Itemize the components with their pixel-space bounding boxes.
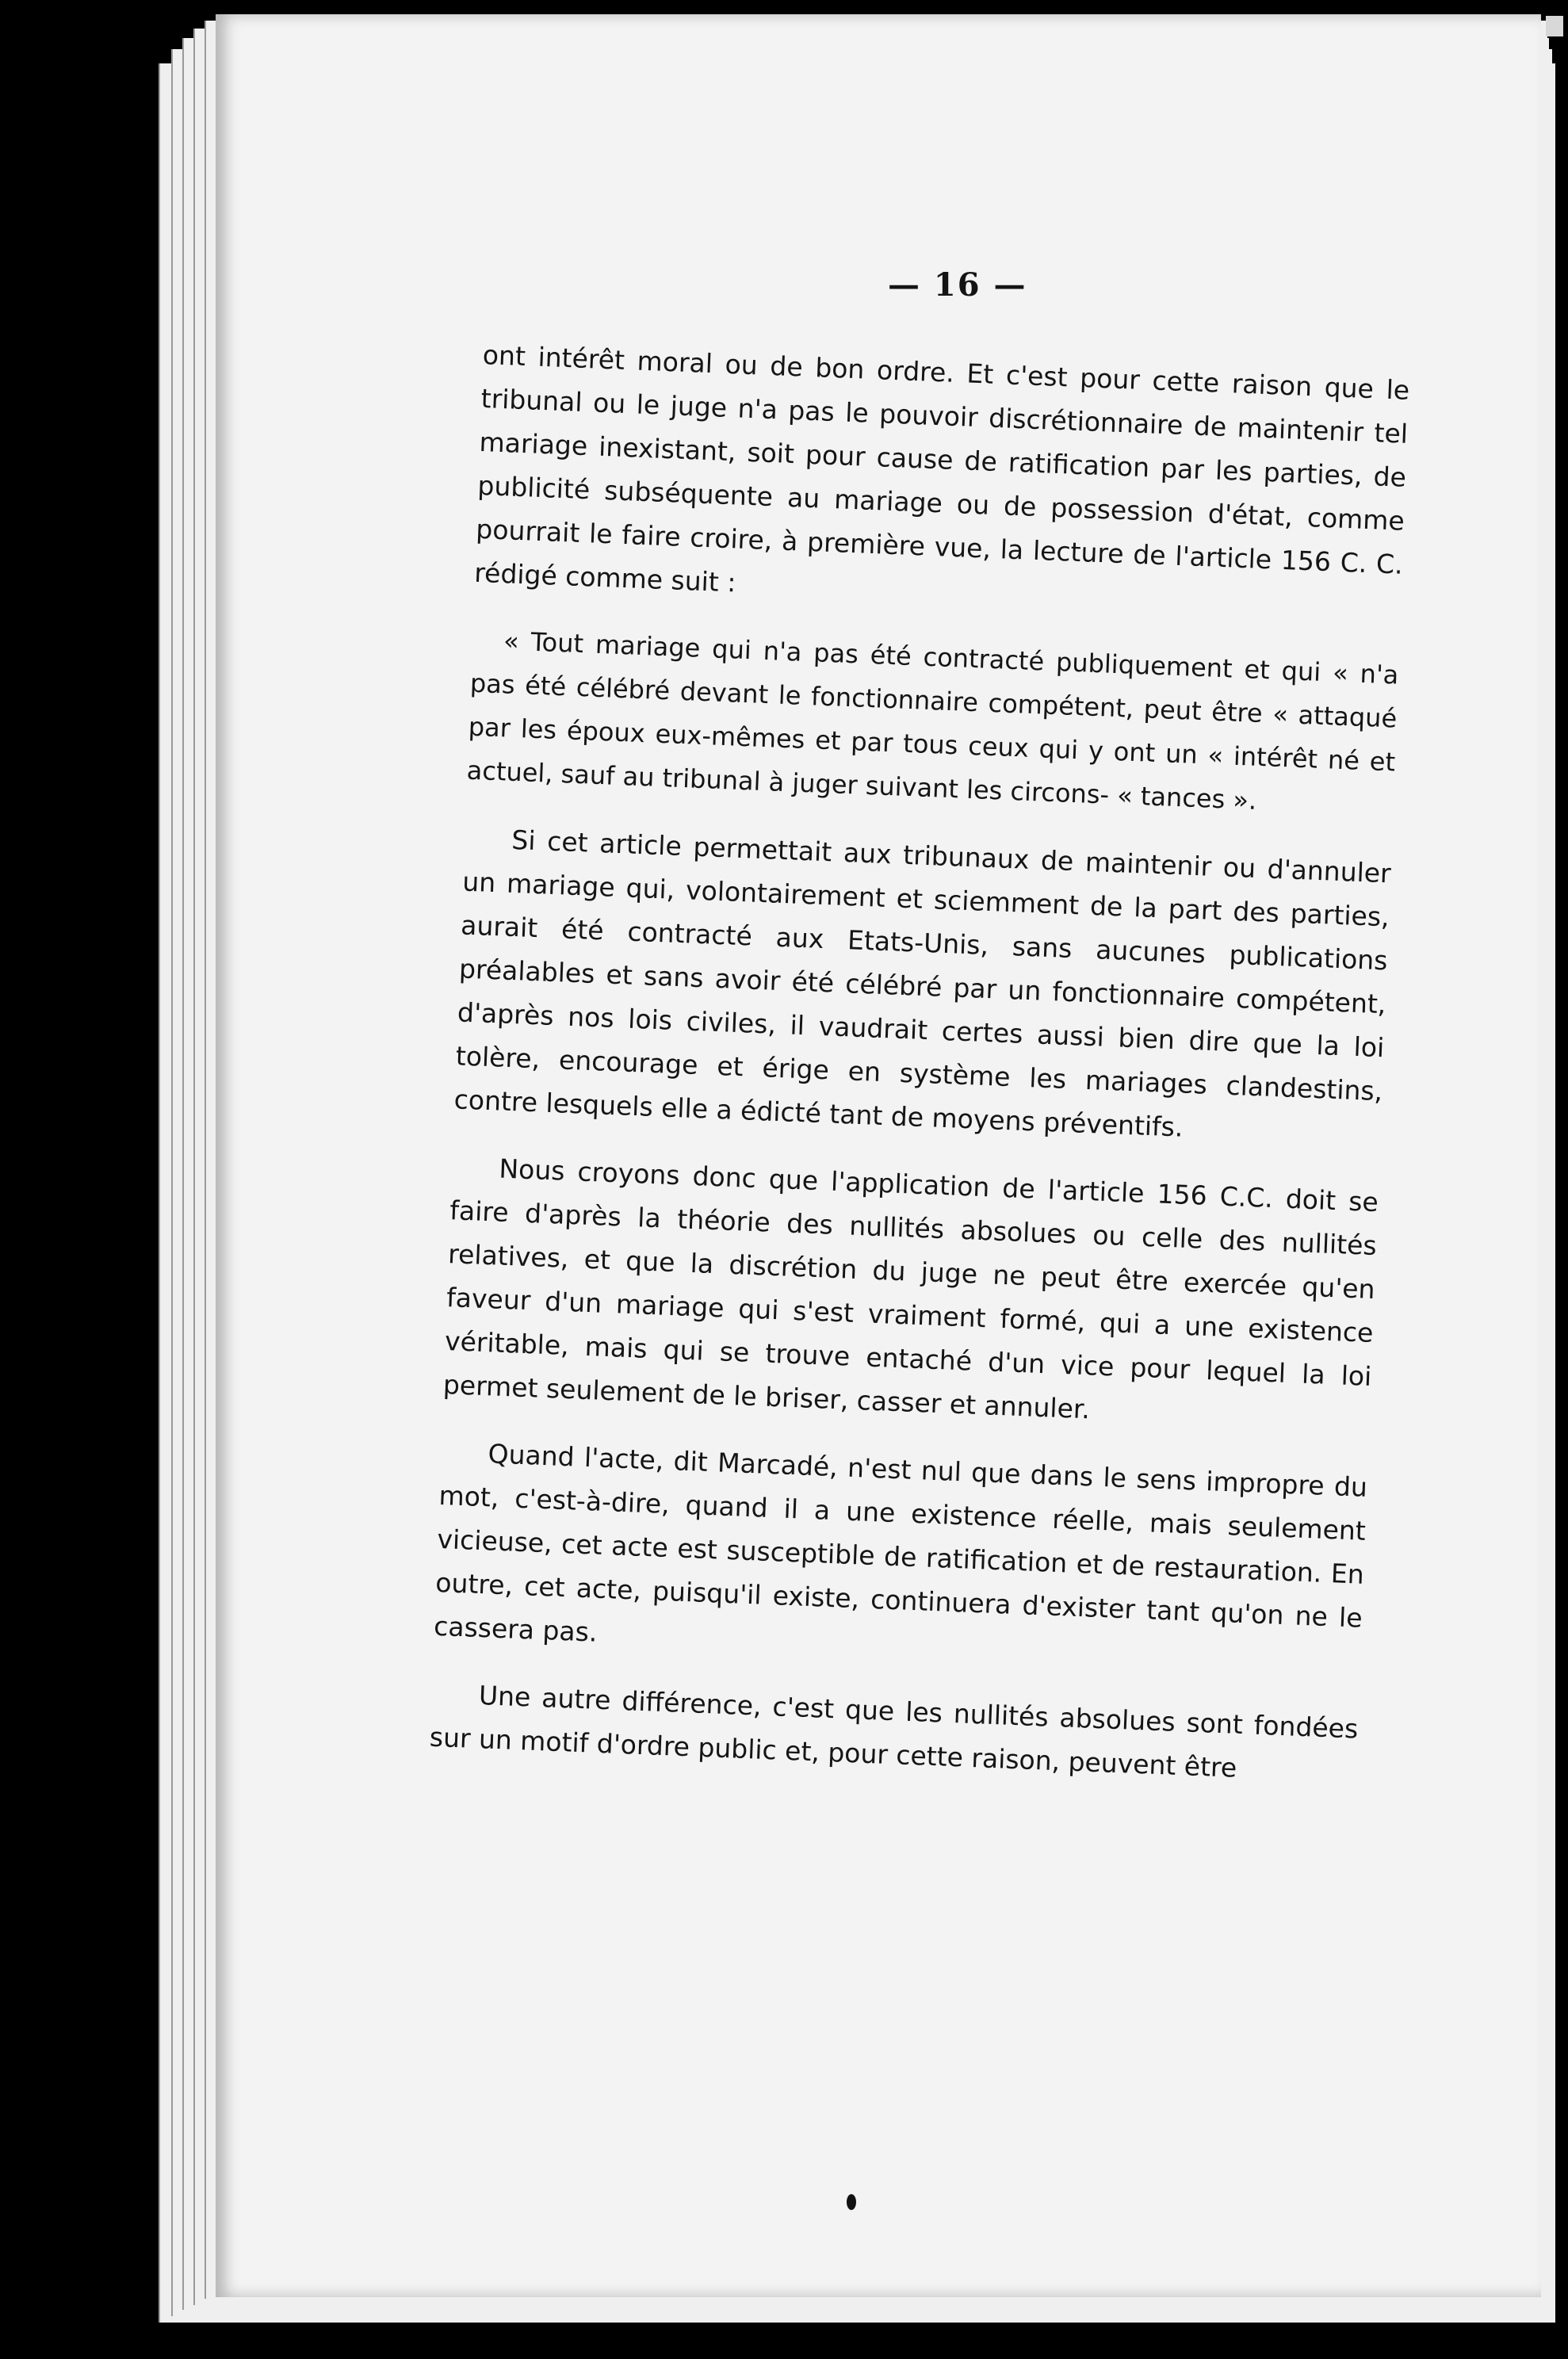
quoted-article: « Tout mariage qui n'a pas été contracté publiquement et qui « n'a pas été célébré devant le fonctionnaire compétent, peut être « attaqué par les époux eux-mêmes et par tous ceux qui y ont un « intérêt né et actuel, sauf au tribunal à juger suivant les circons- « tances ».: [466, 625, 1400, 816]
ink-mark: [847, 2194, 856, 2210]
paragraph: Si cet article permettait aux tribunaux de maintenir ou d'annuler un mariage qui, volontairement et sciemment de la part des parties, aurait été contracté aux Etats-Unis, sans aucunes publications préalables et sans avoir été célébré par un fonctionnaire compétent, d'après nos lois civiles, il vaudrait certes aussi bien dire que la loi tolère, encourage et érige en système les mariages clandestins, contre lesquels elle a édicté tant de moyens préventifs.: [453, 824, 1392, 1143]
paragraph: ont intérêt moral ou de bon ordre. Et c'est pour cette raison que le tribunal ou le juge n'a pas le pouvoir discrétionnaire de maintenir tel mariage inexistant, soit pour cause de ratification par les parties, de publicité subséquente au mariage ou de possession d'état, comme pourrait le faire croire, à première vue, la lecture de l'article 156 C. C. rédigé comme suit :: [473, 338, 1410, 598]
page-number: — 16 —: [888, 266, 1027, 304]
paragraph: Quand l'acte, dit Marcadé, n'est nul que dans le sens impropre du mot, c'est-à-dire, quand il a une existence réelle, mais seulement vicieuse, cet acte est susceptible de ratification et de restauration. En outre, cet acte, puisqu'il existe, continuera d'exister tant qu'on ne le cassera pas.: [433, 1438, 1368, 1648]
paragraph: Nous croyons donc que l'application de l'article 156 C.C. doit se faire d'après la théorie des nullités absolues ou celle des nullités relatives, et que la discrétion du juge ne peut être exercée qu'en faveur d'un mariage qui s'est vraiment formé, qui a une existence véritable, mais qui se trouve entaché d'un vice pour lequel la loi permet seulement de le briser, casser et annuler.: [442, 1153, 1379, 1425]
paragraph: Une autre différence, c'est que les nullités absolues sont fondées sur un motif d'ordre public et, pour cette raison, peuvent être: [429, 1680, 1359, 1784]
body-text: [428, 333, 1410, 1818]
scan-corner-mark: [1546, 16, 1563, 36]
